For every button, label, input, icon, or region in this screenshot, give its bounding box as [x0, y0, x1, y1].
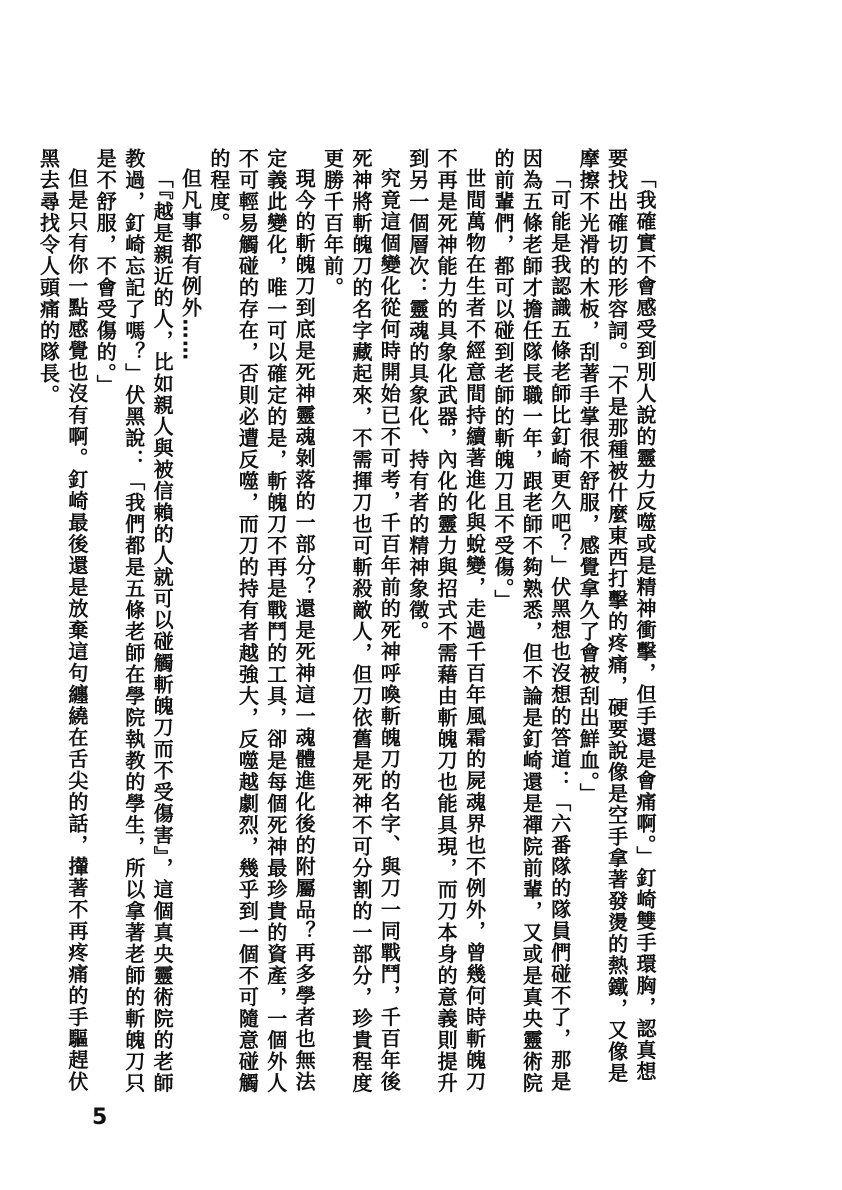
- paragraph-4: 究竟這個變化從何時開始已不可考，千百年前的死神呼喚斬魄刀的名字、與刀一同戰鬥，千百年後死神將斬魄刀的名字藏起來，不需揮刀也可斬殺敵人，但刀依舊是死神不可分割的一部分，珍貴程度更勝千百年前。: [320, 148, 402, 1094]
- paragraph-1: 「我確實不會感受到別人說的靈力反噬或是精神衝擊，但手還是會痛啊。」釘崎雙手環胸，認真想要找出確切的形容詞。「不是那種被什麼東西打擊的疼痛，硬要說像是空手拿著發燙的熱鐵，又像是摩擦不光滑的木板，刮著手掌很不舒服，感覺拿久了會被刮出鮮血。」: [576, 148, 657, 1084]
- paragraph-3: 世間萬物在生者不經意間持續著進化與蛻變，走過千百年風霜的屍魂界也不例外，曾幾何時斬魄刀不再是死神能力的具象化武器，內化的靈力與招式不需藉由斬魄刀也能具現，而刀本身的意義則提升到另一個層次：靈魂的具象化、持有者的精神象徵。: [405, 148, 487, 1094]
- paragraph-7: 「『越是親近的人，比如親人與被信賴的人就可以碰觸斬魄刀而不受傷害』，這個真央靈術院的老師教過，釘崎忘記了嗎？」伏黑說：「我們都是五條老師在學院執教的學生，所以拿著老師的斬魄刀只是不舒服，不會受傷的。」: [93, 148, 175, 1094]
- paragraph-5: 現今的斬魄刀到底是死神靈魂剝落的一部分？還是死神這一魂體進化後的附屬品？再多學者也無法定義此變化，唯一可以確定的是，斬魄刀不再是戰鬥的工具，卻是每個死神最珍貴的資產，一個外人不可輕易觸碰的存在，否則必遭反噬，而刀的持有者越強大，反噬越劇烈，幾乎到一個不可隨意碰觸的程度。: [206, 148, 317, 1094]
- paragraph-2: 「可能是我認識五條老師比釘崎更久吧？」伏黑想也沒想的答道：「六番隊的隊員們碰不了，那是因為五條老師才擔任隊長職一年，跟老師不夠熟悉，但不論是釘崎還是禪院前輩，又或是真央靈術院的前輩們，都可以碰到老師的斬魄刀且不受傷。」: [490, 148, 572, 1094]
- page-number: 5: [92, 1105, 108, 1130]
- paragraph-6: 但凡事都有例外……: [178, 168, 203, 362]
- vertical-text-body: [36, 148, 659, 1098]
- paragraph-8: 但是只有你一點感覺也沒有啊。釘崎最後還是放棄這句纏繞在舌尖的話，攆著不再疼痛的手驅趕伏黑去尋找令人頭痛的隊長。: [36, 148, 89, 1093]
